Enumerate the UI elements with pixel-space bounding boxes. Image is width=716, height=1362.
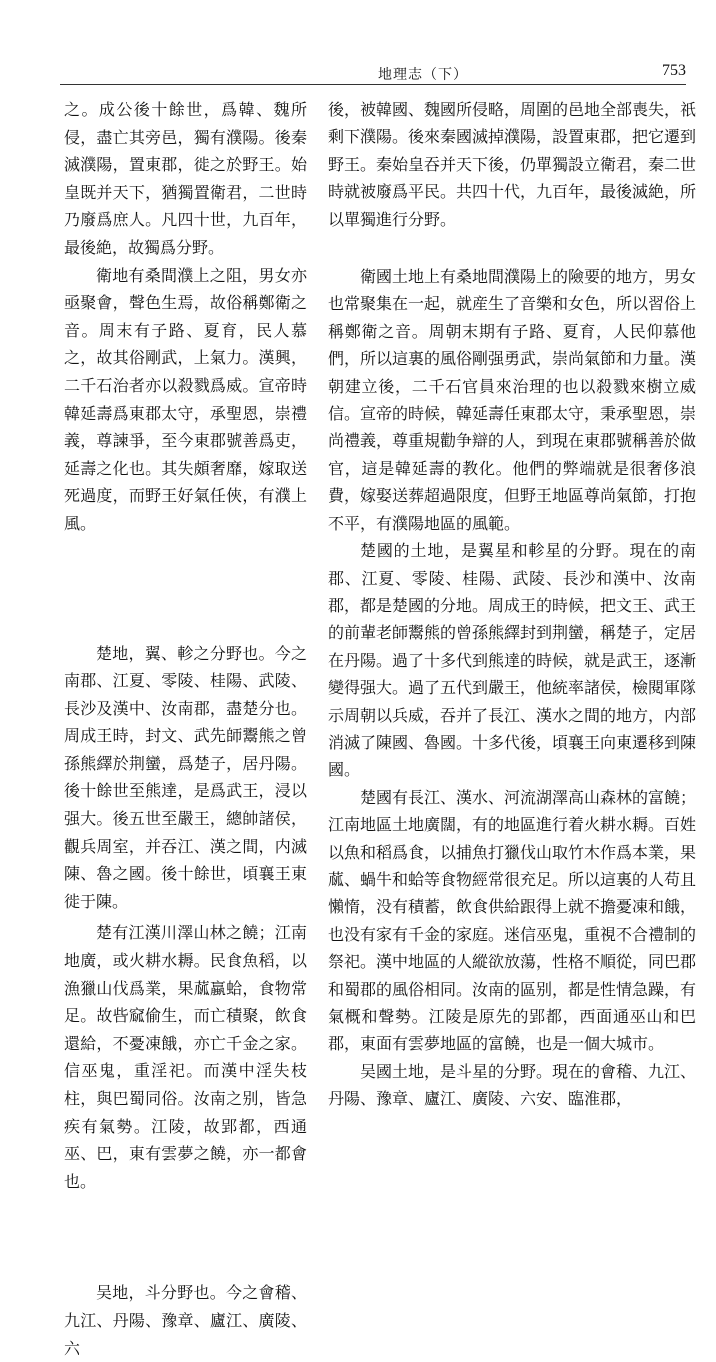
translation-paragraph: 楚國的土地，是翼星和軫星的分野。現在的南郡、江夏、零陵、桂陽、武陵、長沙和漢中、汝南郡，都是楚國的分地。周成王的時候，把文王、武王的前輩老師鬻熊的曾孫熊繹封到荆蠻，稱楚子，定居在丹陽。過了十多代到熊達的時候，就是武王，逐漸變得强大。過了五代到嚴王，他統率諸侯，檢閱軍隊示周朝以兵威，吞并了長江、漢水之間的地方，内部消滅了陳國、魯國。十多代後，頃襄王向東遷移到陳國。 [328, 541, 697, 780]
translation-paragraph: 衛國土地上有桑地間濮陽上的險要的地方，男女也常聚集在一起，就産生了音樂和女色，所以習俗上稱鄭衛之音。周朝末期有子路、夏育，人民仰慕他們，所以這裏的風俗剛强勇武，崇尚氣節和力量。漢朝建立後，二千石官員來治理的也以殺戮來樹立威信。宣帝的時候，韓延壽任東郡太守，秉承聖恩，崇尚禮義，尊重規勸争辯的人，到現在東郡號稱善於做官，這是韓延壽的教化。他們的弊端就是很奢侈浪費，嫁娶送葬超過限度，但野王地區尊尚氣節，打抱不平，有濮陽地區的風範。 [328, 267, 697, 533]
running-header [60, 58, 686, 85]
translation-paragraph: 後，被韓國、魏國所侵略，周圍的邑地全部喪失，祇剩下濮陽。後來秦國滅掉濮陽，設置東郡，把它遷到野王。秦始皇吞并天下後，仍單獨設立衛君，秦二世時就被廢爲平民。共四十代，九百年，最後滅絶，所以單獨進行分野。 [328, 100, 697, 229]
translation-paragraph: 吴國土地，是斗星的分野。現在的會稽、九江、丹陽、豫章、廬江、廣陵、六安、臨淮郡， [328, 1061, 697, 1109]
original-text-column [64, 96, 307, 1362]
original-paragraph: 楚有江漢川澤山林之饒；江南地廣，或火耕水耨。民食魚稻，以漁獵山伐爲業，果蓏蠃蛤，食物常足。故呰窳偷生，而亡積聚，飲食還給，不憂凍餓，亦亡千金之家。信巫鬼，重淫祀。而漢中淫失枝柱，與巴蜀同俗。汝南之别，皆急疾有氣勢。江陵，故郢都，西通巫、巴，東有雲夢之饒，亦一都會也。 [64, 923, 307, 1191]
page-number: 753 [662, 62, 686, 79]
translation-column [328, 96, 696, 1113]
original-paragraph: 吴地，斗分野也。今之會稽、九江、丹陽、豫章、廬江、廣陵、六 [64, 1283, 307, 1358]
original-paragraph: 衛地有桑間濮上之阻，男女亦亟聚會，聲色生焉，故俗稱鄭衛之音。周末有子路、夏育，民人慕之，故其俗剛武，上氣力。漢興，二千石治者亦以殺戮爲威。宣帝時韓延壽爲東郡太守，承聖恩，崇禮義，尊諫爭，至今東郡號善爲吏，延壽之化也。其失頗奢靡，嫁取送死過度，而野王好氣任俠，有濮上風。 [64, 265, 307, 533]
chapter-title: 地理志（下） [378, 67, 468, 83]
original-paragraph: 楚地，翼、軫之分野也。今之南郡、江夏、零陵、桂陽、武陵、長沙及漢中、汝南郡，盡楚分也。周成王時，封文、武先師鬻熊之曾孫熊繹於荆蠻，爲楚子，居丹陽。後十餘世至熊達，是爲武王，浸以强大。後五世至嚴王，總帥諸侯，觀兵周室，并吞江、漢之間，内滅陳、魯之國。後十餘世，頃襄王東徙于陳。 [64, 643, 307, 911]
original-paragraph: 之。成公後十餘世，爲韓、魏所侵，盡亡其旁邑，獨有濮陽。後秦滅濮陽，置東郡，徙之於野王。始皇既并天下，猶獨置衛君，二世時乃廢爲庶人。凡四十世，九百年，最後絶，故獨爲分野。 [64, 100, 307, 257]
translation-paragraph: 楚國有長江、漢水、河流湖澤高山森林的富饒；江南地區土地廣闊，有的地區進行着火耕水耨。百姓以魚和稻爲食，以捕魚打獵伐山取竹木作爲本業，果蓏、蝸牛和蛤等食物經常很充足。所以這裏的人苟且懶惰，没有積蓄，飲食供給跟得上就不擔憂凍和餓，也没有家有千金的家庭。迷信巫鬼，重視不合禮制的祭祀。漢中地區的人縱欲放蕩，性格不順從，同巴郡和蜀郡的風俗相同。汝南的區别，都是性情急躁，有氣概和聲勢。江陵是原先的郢都，西面通巫山和巴郡，東面有雲夢地區的富饒，也是一個大城市。 [328, 787, 697, 1054]
